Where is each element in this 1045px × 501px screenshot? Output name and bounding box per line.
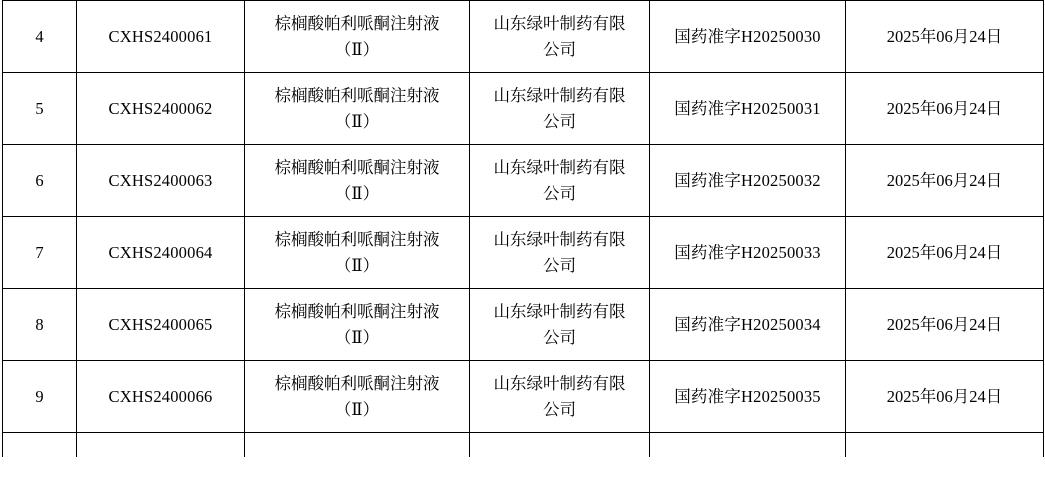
drug-name-line1: 棕榈酸帕利哌酮注射液 [274, 301, 440, 321]
row-number [3, 433, 77, 457]
row-number: 7 [3, 217, 77, 289]
applicant-line2: 公司 [543, 39, 576, 59]
approval-date: 2025年06月24日 [846, 361, 1044, 433]
drug-name [245, 361, 470, 433]
drug-name [245, 433, 470, 457]
drug-name-line2: （Ⅱ） [334, 255, 380, 275]
drug-name-line1: 棕榈酸帕利哌酮注射液 [274, 157, 440, 177]
drug-name [245, 1, 470, 73]
applicant [470, 1, 650, 73]
applicant-line1: 山东绿叶制药有限 [493, 229, 626, 249]
drug-name-line1: 棕榈酸帕利哌酮注射液 [274, 13, 440, 33]
row-number: 4 [3, 1, 77, 73]
approval-date: 2025年06月24日 [846, 1, 1044, 73]
approval-number: 国药准字H20250035 [650, 361, 846, 433]
approval-number: 国药准字H20250032 [650, 145, 846, 217]
applicant [470, 73, 650, 145]
approval-number: 国药准字H20250034 [650, 289, 846, 361]
applicant-line2: 公司 [543, 183, 576, 203]
acceptance-number: CXHS2400063 [77, 145, 245, 217]
row-number: 9 [3, 361, 77, 433]
approval-number: 国药准字H20250031 [650, 73, 846, 145]
drug-name [245, 217, 470, 289]
applicant [470, 289, 650, 361]
applicant-line1: 山东绿叶制药有限 [493, 157, 626, 177]
acceptance-number [77, 433, 245, 457]
row-number: 8 [3, 289, 77, 361]
table-row [3, 73, 1044, 145]
approval-date: 2025年06月24日 [846, 145, 1044, 217]
approval-date: 2025年06月24日 [846, 217, 1044, 289]
row-number: 6 [3, 145, 77, 217]
drug-name [245, 289, 470, 361]
approval-date: 2025年06月24日 [846, 73, 1044, 145]
approval-date: 2025年06月24日 [846, 289, 1044, 361]
acceptance-number: CXHS2400065 [77, 289, 245, 361]
table-row [3, 289, 1044, 361]
applicant [470, 145, 650, 217]
applicant-line1: 山东绿叶制药有限 [493, 85, 626, 105]
applicant-line2: 公司 [543, 327, 576, 347]
table-row [3, 361, 1044, 433]
acceptance-number: CXHS2400064 [77, 217, 245, 289]
applicant-line1: 山东绿叶制药有限 [493, 301, 626, 321]
drug-name-line2: （Ⅱ） [334, 111, 380, 131]
drug-name-line2: （Ⅱ） [334, 39, 380, 59]
row-number: 5 [3, 73, 77, 145]
approval-date [846, 433, 1044, 457]
applicant-line1: 山东绿叶制药有限 [493, 13, 626, 33]
drug-name [245, 145, 470, 217]
approval-number: 国药准字H20250033 [650, 217, 846, 289]
drug-name-line1: 棕榈酸帕利哌酮注射液 [274, 85, 440, 105]
drug-name-line1: 棕榈酸帕利哌酮注射液 [274, 373, 440, 393]
table-row [3, 1, 1044, 73]
table-row-clipped [3, 433, 1044, 457]
drug-approval-table [2, 0, 1044, 457]
table-row [3, 145, 1044, 217]
applicant-line2: 公司 [543, 111, 576, 131]
applicant [470, 433, 650, 457]
acceptance-number: CXHS2400061 [77, 1, 245, 73]
approval-number: 国药准字H20250030 [650, 1, 846, 73]
approval-number [650, 433, 846, 457]
applicant-line2: 公司 [543, 255, 576, 275]
drug-name [245, 73, 470, 145]
acceptance-number: CXHS2400062 [77, 73, 245, 145]
drug-name-line2: （Ⅱ） [334, 327, 380, 347]
drug-name-line2: （Ⅱ） [334, 399, 380, 419]
applicant [470, 217, 650, 289]
applicant [470, 361, 650, 433]
drug-name-line1: 棕榈酸帕利哌酮注射液 [274, 229, 440, 249]
applicant-line2: 公司 [543, 399, 576, 419]
drug-name-line2: （Ⅱ） [334, 183, 380, 203]
acceptance-number: CXHS2400066 [77, 361, 245, 433]
table-row [3, 217, 1044, 289]
applicant-line1: 山东绿叶制药有限 [493, 373, 626, 393]
